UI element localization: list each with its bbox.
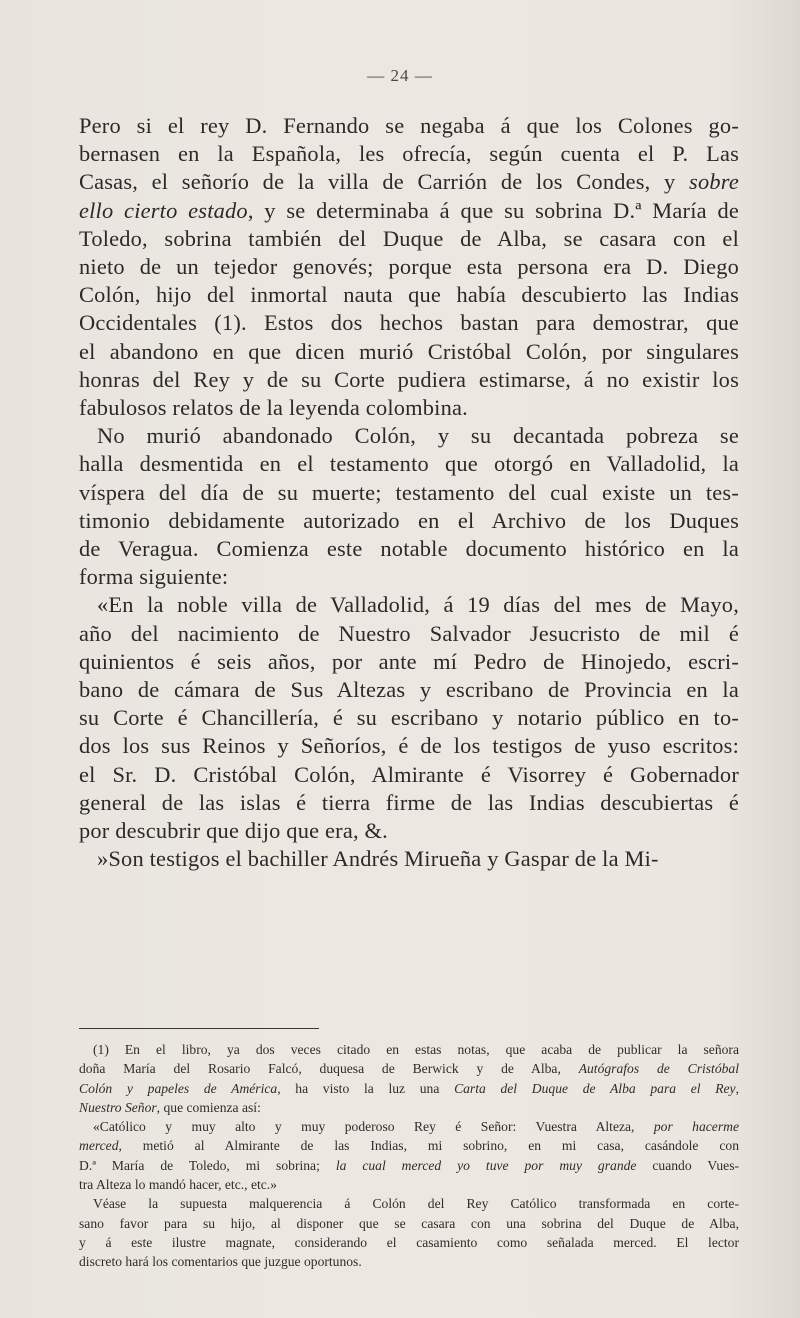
footnote-line: Nuestro Señor, que comienza así: — [79, 1099, 261, 1115]
text-line: fabulosos relatos de la leyenda colombina. — [79, 395, 468, 421]
footnote-line: «Católico y muy alto y muy poderoso Rey é Señor: Vuestra Alteza, por hacerme — [93, 1119, 739, 1135]
footnote-line: y á este ilustre magnate, considerando el casamiento como señalada merced. El lector — [79, 1234, 739, 1250]
text-line: forma siguiente: — [79, 564, 229, 590]
text-line: el abandono en que dicen murió Cristóbal Colón, por singulares — [79, 338, 739, 364]
page-number: — 24 — — [367, 66, 433, 85]
text-line: ello cierto estado, y se determinaba á que su sobrina D.ª María de — [79, 197, 739, 223]
text-line: su Corte é Chancillería, é su escribano y notario público en to- — [79, 705, 739, 731]
text-line: »Son testigos el bachiller Andrés Mirueña y Gaspar de la Mi- — [97, 846, 659, 872]
footnote — [79, 1040, 739, 1272]
footnote-line: Colón y papeles de América, ha visto la luz una Carta del Duque de Alba para el Rey, — [79, 1080, 739, 1096]
footnote-line: merced, metió al Almirante de las Indias, mi sobrino, en mi casa, casándole con — [79, 1138, 739, 1154]
text-line: Toledo, sobrina también del Duque de Alba, se casara con el — [79, 225, 739, 251]
text-line: halla desmentida en el testamento que otorgó en Valladolid, la — [79, 451, 739, 477]
text-line: «En la noble villa de Valladolid, á 19 días del mes de Mayo, — [97, 592, 739, 618]
text-line: honras del Rey y de su Corte pudiera estimarse, á no existir los — [79, 366, 739, 392]
text-line: nieto de un tejedor genovés; porque esta persona era D. Diego — [79, 254, 739, 280]
footnote-line: sano favor para su hijo, al disponer que se casara con una sobrina del Duque de Alba, — [79, 1215, 739, 1231]
text-line: dos los sus Reinos y Señoríos, é de los testigos de yuso escritos: — [79, 733, 739, 759]
footnote-line: tra Alteza lo mandó hacer, etc., etc.» — [79, 1177, 277, 1193]
footnote-line: Véase la supuesta malquerencia á Colón del Rey Católico transformada en corte- — [93, 1196, 739, 1212]
footnote-line: doña María del Rosario Falcó, duquesa de Berwick y de Alba, Autógrafos de Cristóbal — [79, 1061, 739, 1077]
text-line: por descubrir que dijo que era, &. — [79, 818, 388, 844]
text-line: el Sr. D. Cristóbal Colón, Almirante é Visorrey é Gobernador — [79, 761, 739, 787]
main-text — [79, 112, 739, 873]
text-line: de Veragua. Comienza este notable documento histórico en la — [79, 536, 739, 562]
footnote-line: (1) En el libro, ya dos veces citado en estas notas, que acaba de publicar la señora — [93, 1042, 739, 1057]
footnote-divider — [79, 1028, 319, 1029]
footnote-line: discreto hará los comentarios que juzgue oportunos. — [79, 1254, 362, 1270]
text-line: Pero si el rey D. Fernando se negaba á que los Colones go- — [79, 113, 739, 138]
text-line: No murió abandonado Colón, y su decantada pobreza se — [97, 423, 739, 449]
text-line: quinientos é seis años, por ante mí Pedro de Hinojedo, escri- — [79, 648, 739, 674]
text-line: Colón, hijo del inmortal nauta que había descubierto las Indias — [79, 282, 739, 308]
text-line: bernasen en la Española, les ofrecía, según cuenta el P. Las — [79, 141, 739, 167]
text-line: Occidentales (1). Estos dos hechos bastan para demostrar, que — [79, 310, 739, 336]
text-line: timonio debidamente autorizado en el Archivo de los Duques — [79, 507, 739, 533]
italic-phrase: ello cierto estado — [79, 197, 248, 223]
text-line: general de las islas é tierra firme de las Indias descubiertas é — [79, 789, 739, 815]
text-line: Casas, el señorío de la villa de Carrión de los Condes, y sobre — [79, 169, 739, 195]
text-line: bano de cámara de Sus Altezas y escribano de Provincia en la — [79, 677, 739, 703]
footnote-line: D.ª María de Toledo, mi sobrina; la cual merced yo tuve por muy grande cuando Vues- — [79, 1157, 740, 1173]
italic-phrase: sobre — [689, 169, 739, 195]
text-line: víspera del día de su muerte; testamento del cual existe un tes- — [79, 479, 739, 505]
text-line: año del nacimiento de Nuestro Salvador Jesucristo de mil é — [79, 620, 739, 646]
